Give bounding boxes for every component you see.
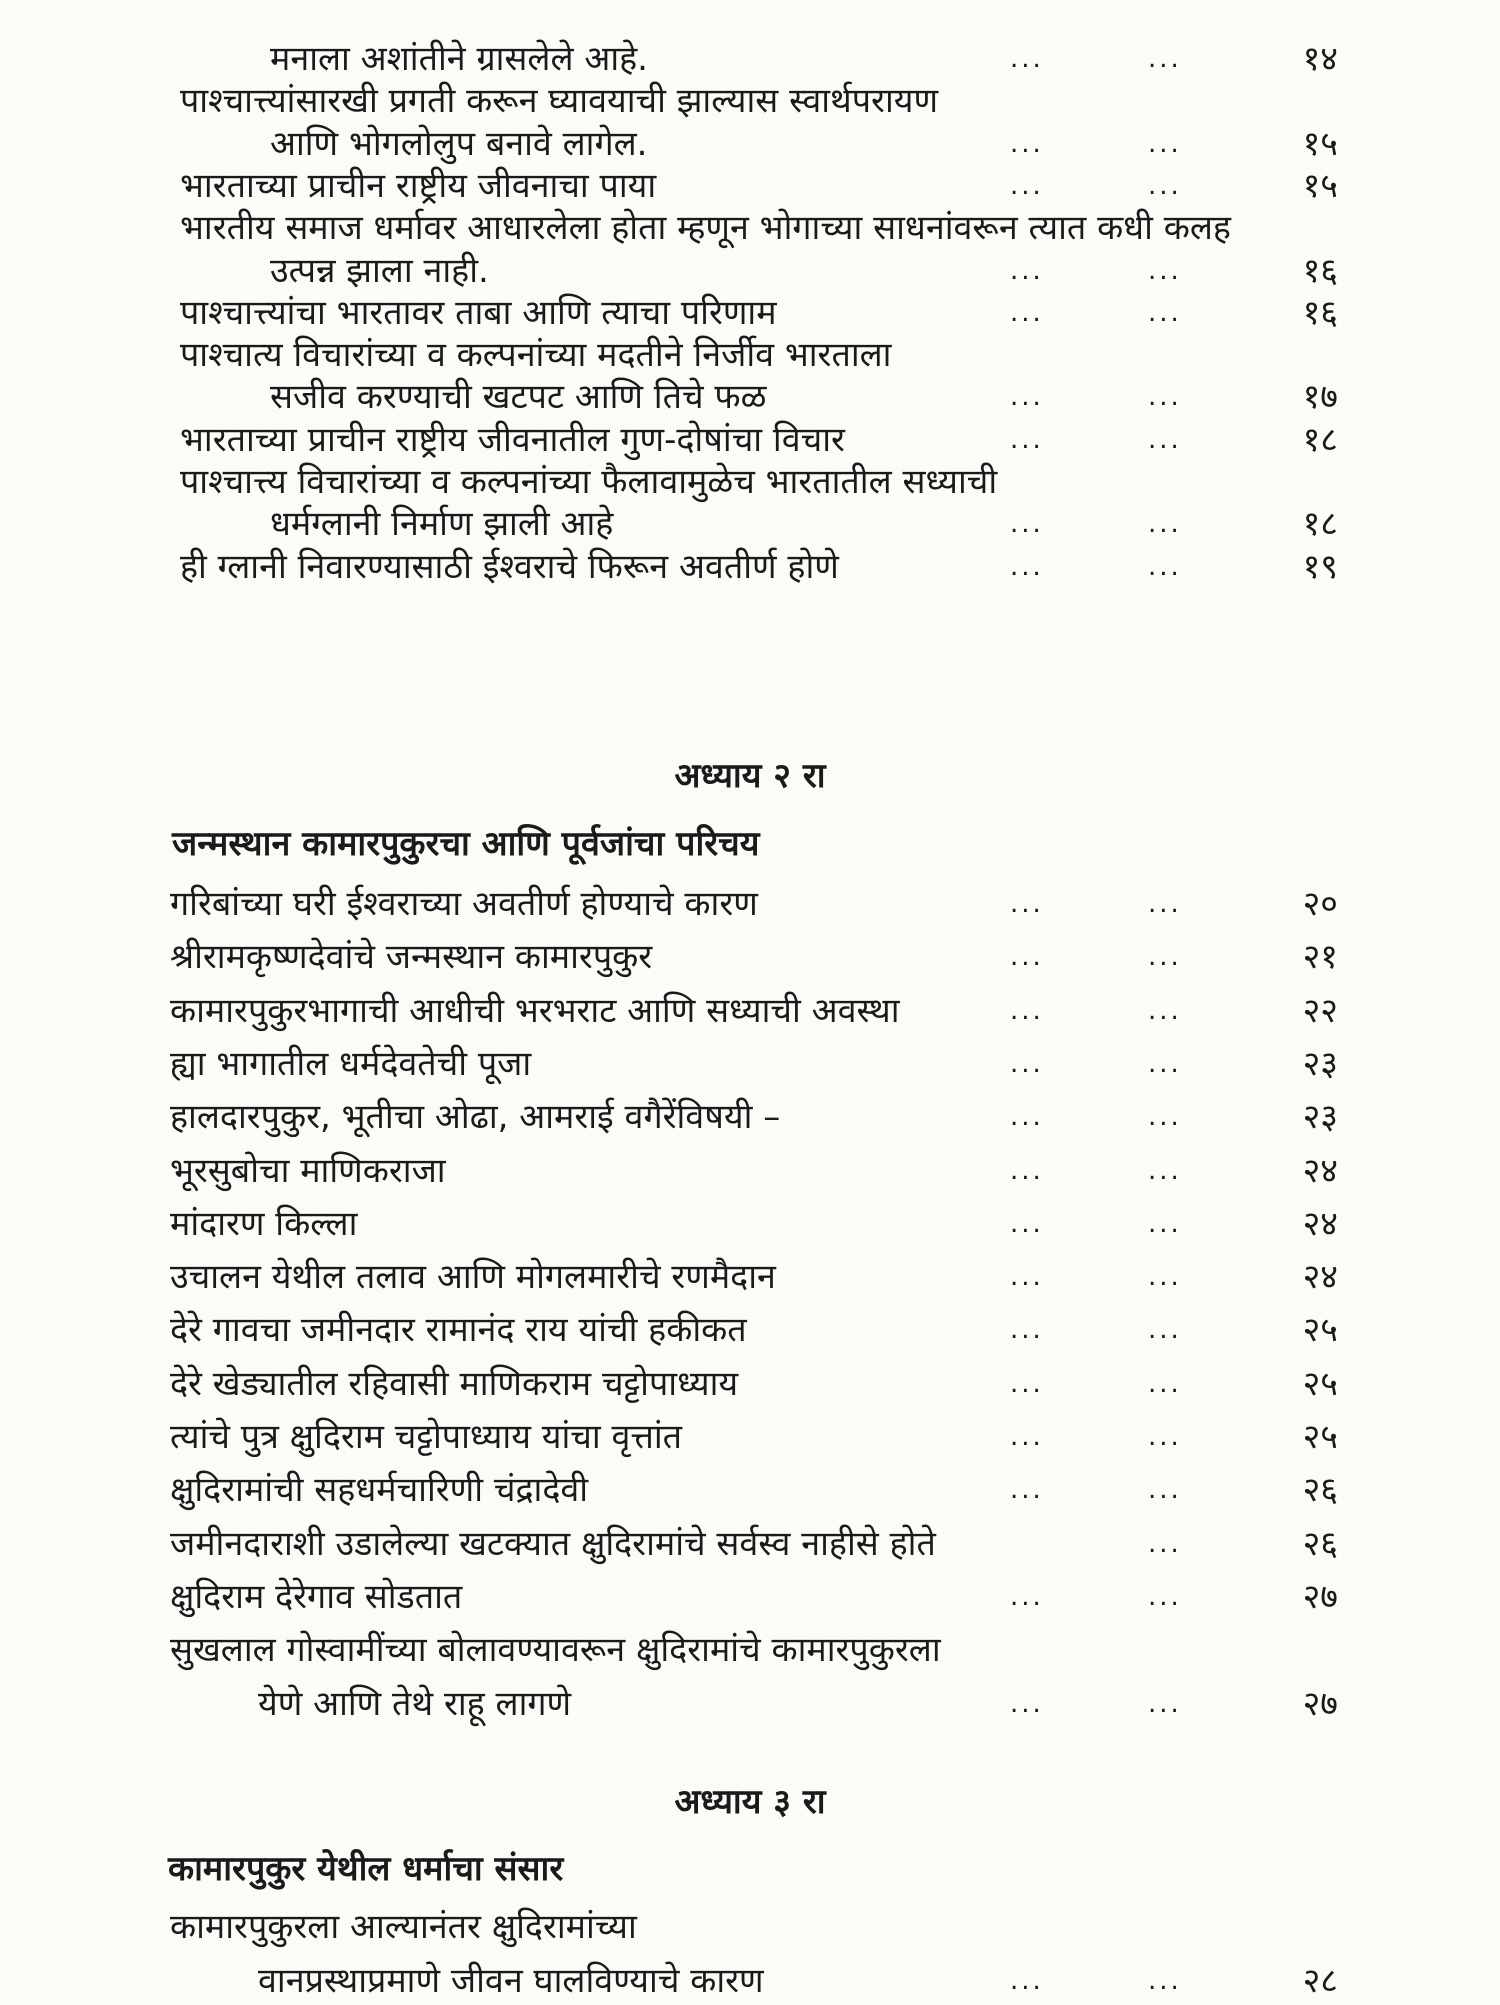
entry-title: उचालन येथील तलाव आणि मोगलमारीचे रणमैदान <box>170 1257 776 1298</box>
page-number: २४ <box>1302 1257 1338 1298</box>
entry-title: त्यांचे पुत्र क्षुदिराम चट्टोपाध्याय यांचा वृत्तांत <box>170 1417 683 1457</box>
leader-dots: ... <box>1148 1368 1182 1399</box>
page-number: १६ <box>1302 250 1338 291</box>
toc-entry <box>0 1093 1500 1141</box>
leader-dots: ... <box>1148 1315 1182 1346</box>
page-number: १५ <box>1302 123 1338 164</box>
leader-dots: ... <box>1010 551 1044 582</box>
leader-dots: ... <box>1148 1688 1182 1719</box>
entry-title: ह्या भागातील धर्मदेवतेची पूजा <box>170 1043 532 1084</box>
leader-dots: ... <box>1148 255 1182 286</box>
toc-entry <box>0 543 1500 591</box>
toc-entry <box>0 1903 1500 1951</box>
page-number: २० <box>1302 884 1338 924</box>
toc-entry <box>0 1306 1500 1354</box>
toc-entry <box>0 458 1500 506</box>
leader-dots: ... <box>1148 1965 1182 1996</box>
toc-entry <box>0 331 1500 379</box>
entry-title: भारताच्या प्राचीन राष्ट्रीय जीवनातील गुण-दोषांचा विचार <box>180 419 845 460</box>
toc-entry <box>0 1253 1500 1301</box>
toc-entry <box>0 1360 1500 1408</box>
entry-title: मनाला अशांतीने ग्रासलेले आहे. <box>270 39 648 79</box>
leader-dots: ... <box>1148 509 1182 540</box>
leader-dots: ... <box>1010 1581 1044 1612</box>
leader-dots: ... <box>1010 509 1044 540</box>
leader-dots: ... <box>1148 382 1182 413</box>
page-number: २८ <box>1302 1960 1338 2001</box>
leader-dots: ... <box>1148 1048 1182 1079</box>
leader-dots: ... <box>1010 1475 1044 1506</box>
entry-title: पाश्चात्त्यांसारखी प्रगती करून घ्यावयाची झाल्यास स्वार्थपरायण <box>180 81 939 122</box>
leader-dots: ... <box>1148 1581 1182 1612</box>
leader-dots: ... <box>1010 382 1044 413</box>
entry-title: हालदारपुकुर, भूतीचा ओढा, आमराई वगैरेंविषयी – <box>170 1097 781 1138</box>
entry-title: देरे खेड्यातील रहिवासी माणिकराम चट्टोपाध्याय <box>170 1363 739 1404</box>
leader-dots: ... <box>1148 1528 1182 1559</box>
entry-title: वानप्रस्थाप्रमाणे जीवन घालविण्याचे कारण <box>258 1960 764 2001</box>
leader-dots: ... <box>1010 44 1044 74</box>
leader-dots: ... <box>1148 424 1182 455</box>
page-number: १८ <box>1302 419 1338 460</box>
page-number: २३ <box>1302 1097 1338 1138</box>
toc-entry <box>0 500 1500 548</box>
page-number: २७ <box>1302 1683 1338 1724</box>
page-number: २४ <box>1302 1203 1338 1244</box>
leader-dots: ... <box>1148 297 1182 328</box>
leader-dots: ... <box>1010 297 1044 328</box>
toc-entry <box>0 1520 1500 1568</box>
entry-title: उत्पन्न झाला नाही. <box>270 250 489 291</box>
chapter-title: जन्मस्थान कामारपुकुरचा आणि पूर्वजांचा परिचय <box>172 824 760 864</box>
leader-dots: ... <box>1148 1262 1182 1293</box>
toc-entry <box>0 933 1500 981</box>
leader-dots: ... <box>1010 1155 1044 1186</box>
page-number: २५ <box>1302 1310 1338 1351</box>
leader-dots: ... <box>1010 995 1044 1026</box>
chapter-heading: अध्याय २ रा <box>674 756 826 796</box>
entry-title: श्रीरामकृष्णदेवांचे जन्मस्थान कामारपुकुर <box>170 937 653 978</box>
page-number: २६ <box>1302 1523 1338 1564</box>
entry-title: धर्मग्लानी निर्माण झाली आहे <box>270 504 614 545</box>
page-number: १९ <box>1302 546 1338 587</box>
leader-dots: ... <box>1010 128 1044 159</box>
toc-entry <box>0 987 1500 1035</box>
entry-title: पाश्चात्त्यांचा भारतावर ताबा आणि त्याचा परिणाम <box>180 292 777 333</box>
leader-dots: ... <box>1010 1048 1044 1079</box>
page-number: २४ <box>1302 1150 1338 1191</box>
entry-title: भारताच्या प्राचीन राष्ट्रीय जीवनाचा पाया <box>180 165 657 206</box>
toc-entry <box>0 1200 1500 1248</box>
leader-dots: ... <box>1148 551 1182 582</box>
page-number: १५ <box>1302 165 1338 206</box>
leader-dots: ... <box>1010 1262 1044 1293</box>
leader-dots: ... <box>1148 889 1182 919</box>
toc-entry <box>0 247 1500 295</box>
entry-title: आणि भोगलोलुप बनावे लागेल. <box>270 123 648 164</box>
leader-dots: ... <box>1010 1102 1044 1133</box>
entry-title: कामारपुकुरला आल्यानंतर क्षुदिरामांच्या <box>170 1907 637 1947</box>
page-number: १६ <box>1302 292 1338 333</box>
leader-dots: ... <box>1148 995 1182 1026</box>
toc-entry <box>0 1957 1500 2005</box>
page-number: २१ <box>1302 937 1338 978</box>
page-number: २६ <box>1302 1470 1338 1511</box>
page-number: २७ <box>1302 1576 1338 1617</box>
leader-dots: ... <box>1010 942 1044 973</box>
entry-title: पाश्चात्त्य विचारांच्या व कल्पनांच्या फैलावामुळेच भारतातील सध्याची <box>180 462 998 502</box>
toc-entry <box>0 1147 1500 1195</box>
entry-title: क्षुदिरामांची सहधर्मचारिणी चंद्रादेवी <box>170 1470 589 1511</box>
toc-entry <box>0 289 1500 337</box>
entry-title: गरिबांच्या घरी ईश्वराच्या अवतीर्ण होण्याचे कारण <box>170 884 758 924</box>
leader-dots: ... <box>1148 1422 1182 1452</box>
entry-title: जमीनदाराशी उडालेल्या खटक्यात क्षुदिरामांचे सर्वस्व नाहीसे होते <box>170 1523 936 1564</box>
page-number: १८ <box>1302 504 1338 545</box>
leader-dots: ... <box>1148 1155 1182 1186</box>
leader-dots: ... <box>1010 1965 1044 1996</box>
leader-dots: ... <box>1010 1422 1044 1452</box>
page-number: १७ <box>1302 377 1338 418</box>
leader-dots: ... <box>1010 1315 1044 1346</box>
entry-title: सुखलाल गोस्वामींच्या बोलावण्यावरून क्षुदिरामांचे कामारपुकुरला <box>170 1630 941 1671</box>
leader-dots: ... <box>1148 170 1182 201</box>
toc-entry <box>0 1573 1500 1621</box>
leader-dots: ... <box>1148 44 1182 74</box>
leader-dots: ... <box>1148 1102 1182 1133</box>
toc-entry <box>0 1626 1500 1674</box>
entry-title: मांदारण किल्ला <box>170 1203 358 1244</box>
toc-entry <box>0 35 1500 83</box>
toc-entry <box>0 77 1500 125</box>
page-number: २३ <box>1302 1043 1338 1084</box>
leader-dots: ... <box>1148 128 1182 159</box>
toc-entry <box>0 120 1500 168</box>
leader-dots: ... <box>1010 255 1044 286</box>
entry-title: कामारपुकुरभागाची आधीची भरभराट आणि सध्याची अवस्था <box>170 990 900 1031</box>
leader-dots: ... <box>1010 1368 1044 1399</box>
toc-entry <box>0 1413 1500 1461</box>
entry-title: पाश्चात्य विचारांच्या व कल्पनांच्या मदतीने निर्जीव भारताला <box>180 335 892 376</box>
page-number: २२ <box>1302 990 1338 1031</box>
chapter-title: कामारपुकुर येथील धर्माचा संसार <box>168 1849 564 1889</box>
entry-title: भारतीय समाज धर्मावर आधारलेला होता म्हणून भोगाच्या साधनांवरून त्यात कधी कलह <box>180 208 1231 249</box>
leader-dots: ... <box>1010 1688 1044 1719</box>
leader-dots: ... <box>1148 1208 1182 1239</box>
page-number: १४ <box>1302 39 1338 79</box>
leader-dots: ... <box>1010 889 1044 919</box>
page-number: २५ <box>1302 1417 1338 1457</box>
chapter-heading: अध्याय ३ रा <box>674 1782 826 1822</box>
toc-entry <box>0 1040 1500 1088</box>
toc-entry <box>0 373 1500 421</box>
toc-entry <box>0 204 1500 252</box>
toc-entry <box>0 1680 1500 1728</box>
leader-dots: ... <box>1148 1475 1182 1506</box>
entry-title: भूरसुबोचा माणिकराजा <box>170 1150 446 1191</box>
leader-dots: ... <box>1010 1208 1044 1239</box>
toc-entry <box>0 416 1500 464</box>
leader-dots: ... <box>1010 170 1044 201</box>
entry-title: क्षुदिराम देरेगाव सोडतात <box>170 1576 463 1617</box>
leader-dots: ... <box>1010 424 1044 455</box>
toc-entry <box>0 1466 1500 1514</box>
page-number: २५ <box>1302 1363 1338 1404</box>
entry-title: येणे आणि तेथे राहू लागणे <box>258 1683 572 1724</box>
entry-title: ही ग्लानी निवारण्यासाठी ईश्वराचे फिरून अवतीर्ण होणे <box>180 546 839 587</box>
toc-entry <box>0 880 1500 928</box>
leader-dots: ... <box>1148 942 1182 973</box>
toc-entry <box>0 162 1500 210</box>
entry-title: सजीव करण्याची खटपट आणि तिचे फळ <box>270 377 767 418</box>
entry-title: देरे गावचा जमीनदार रामानंद राय यांची हकीकत <box>170 1310 747 1351</box>
